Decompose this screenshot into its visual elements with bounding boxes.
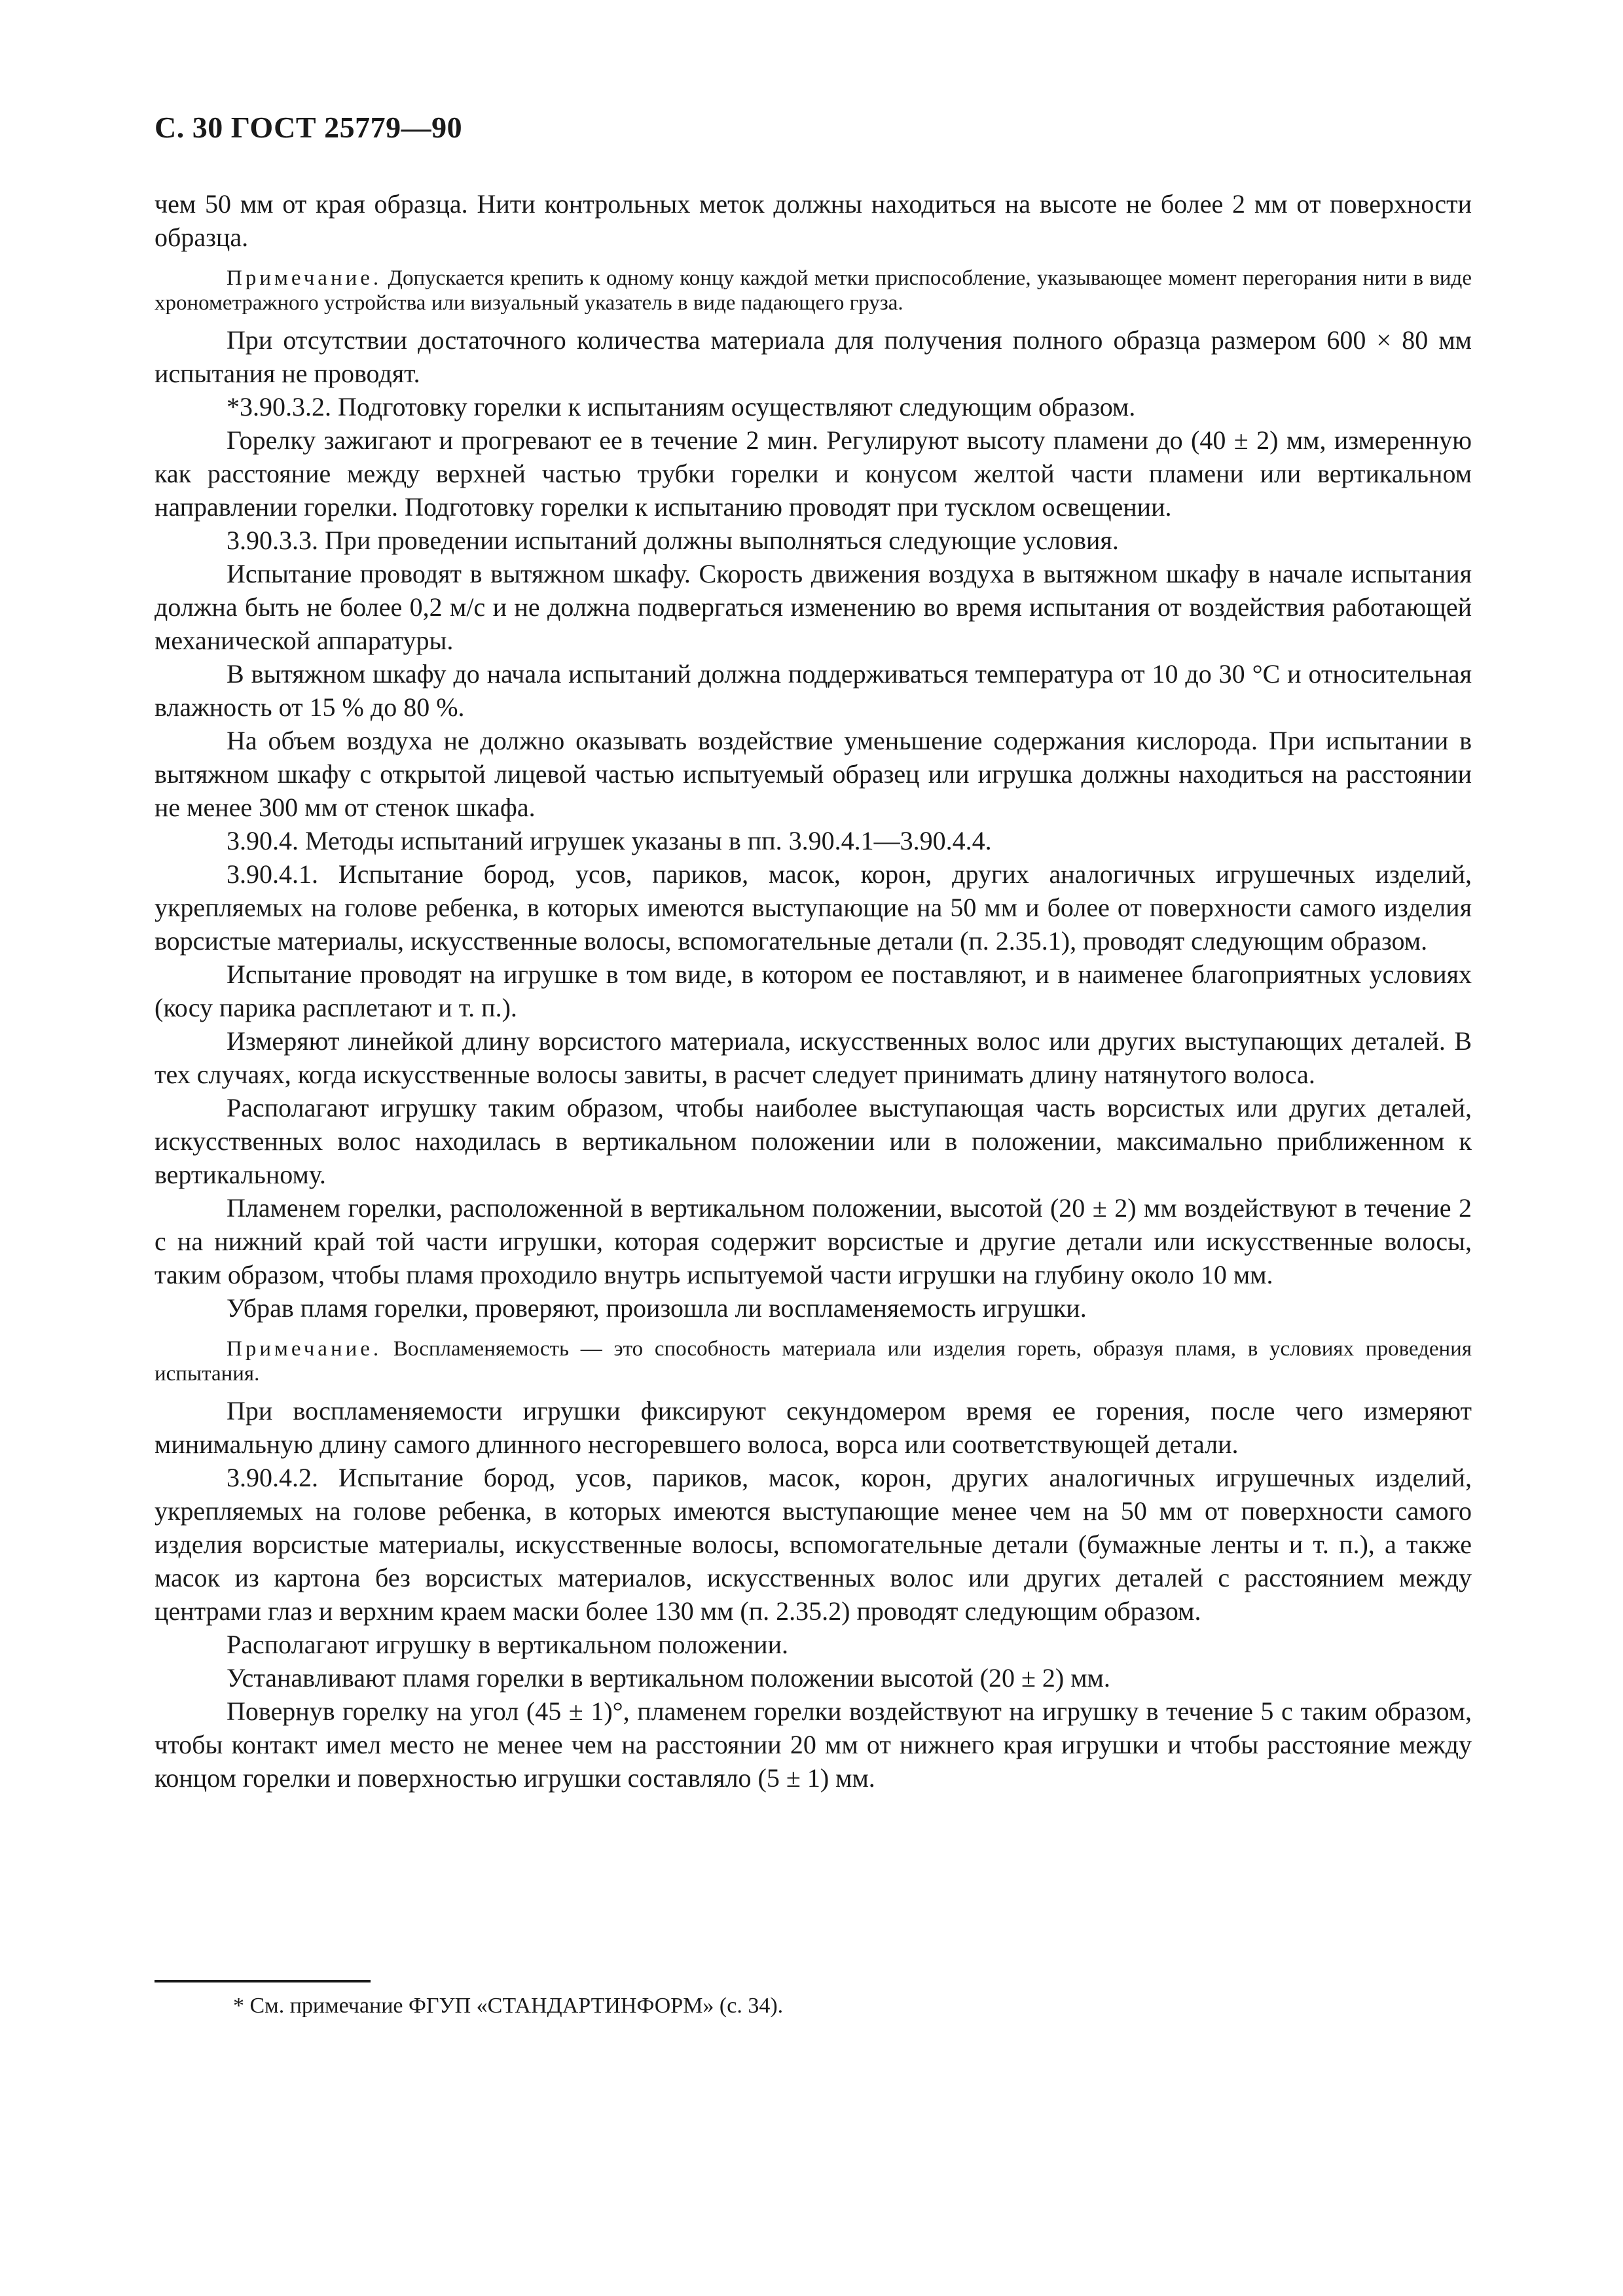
paragraph: 3.90.3.3. При проведении испытаний должны выполняться следующие условия. <box>227 526 1119 555</box>
paragraph: 3.90.4.1. Испытание бород, усов, париков, масок, корон, других аналогичных игрушечных изделий, укрепляемых на голове ребенка, в которых имеются выступающие на 50 мм и более от поверхности самого изделия ворсистые материалы, искусственные волосы, вспомогательные детали (п. 2.35.1), проводят следующим образом. <box>155 859 1472 956</box>
paragraph: При отсутствии достаточного количества материала для получения полного образца размером 600 × 80 мм испытания не проводят. <box>155 325 1472 388</box>
note-text: Воспламеняемость — это способность материала или изделия гореть, образуя пламя, в условиях проведения испытания. <box>155 1337 1472 1386</box>
paragraph: Повернув горелку на угол (45 ± 1)°, пламенем горелки воздействуют на игрушку в течение 5 с таким образом, чтобы контакт имел место не менее чем на расстоянии 20 мм от нижнего края игрушки и чтобы расстояние между концом горелки и поверхностью игрушки составляло (5 ± 1) мм. <box>155 1696 1472 1793</box>
paragraph: Располагают игрушку в вертикальном положении. <box>227 1630 788 1659</box>
paragraph: *3.90.3.2. Подготовку горелки к испытаниям осуществляют следующим образом. <box>227 392 1136 422</box>
paragraph: Располагают игрушку таким образом, чтобы наиболее выступающая часть ворсистых или других деталей, искусственных волос находилась в вертикальном положении или в положении, максимально приближенном к вертикальному. <box>155 1093 1472 1189</box>
paragraph: Испытание проводят на игрушке в том виде, в котором ее поставляют, и в наименее благоприятных условиях (косу парика расплетают и т. п.). <box>155 960 1472 1022</box>
paragraph: На объем воздуха не должно оказывать воздействие уменьшение содержания кислорода. При испытании в вытяжном шкафу с открытой лицевой частью испытуемый образец или игрушка должны находиться на расстоянии не менее 300 мм от стенок шкафа. <box>155 726 1472 822</box>
paragraph: Измеряют линейкой длину ворсистого материала, искусственных волос или других выступающих деталей. В тех случаях, когда искусственные волосы завиты, в расчет следует принимать длину натянутого волоса. <box>155 1026 1472 1089</box>
paragraph: чем 50 мм от края образца. Нити контрольных меток должны находиться на высоте не более 2 мм от поверхности образца. <box>155 189 1472 252</box>
note-label: Примечание. <box>227 1337 382 1361</box>
paragraph: 3.90.4. Методы испытаний игрушек указаны в пп. 3.90.4.1—3.90.4.4. <box>227 826 992 855</box>
note-label: Примечание. <box>227 266 382 290</box>
note <box>155 266 1472 315</box>
paragraph: Горелку зажигают и прогревают ее в течение 2 мин. Регулируют высоту пламени до (40 ± 2) мм, измеренную как расстояние между верхней частью трубки горелки и конусом желтой части пламени или вертикальном направлении горелки. Подготовку горелки к испытанию проводят при тусклом освещении. <box>155 425 1472 522</box>
note-text: Допускается крепить к одному концу каждой метки приспособление, указывающее момент перегорания нити в виде хронометражного устройства или визуальный указатель в виде падающего груза. <box>155 266 1472 315</box>
paragraph: Устанавливают пламя горелки в вертикальном положении высотой (20 ± 2) мм. <box>227 1663 1110 1693</box>
document-body <box>155 187 1472 1795</box>
paragraph: Пламенем горелки, расположенной в вертикальном положении, высотой (20 ± 2) мм воздействуют в течение 2 с на нижний край той части игрушки, которая содержит ворсистые и другие детали или искусственные волосы, таким образом, чтобы пламя проходило внутрь испытуемой части игрушки на глубину около 10 мм. <box>155 1193 1472 1289</box>
footnote-divider <box>155 1980 371 1982</box>
paragraph: Убрав пламя горелки, проверяют, произошла ли воспламеняемость игрушки. <box>227 1293 1087 1323</box>
paragraph: В вытяжном шкафу до начала испытаний должна поддерживаться температура от 10 до 30 °С и относительная влажность от 15 % до 80 %. <box>155 659 1472 722</box>
page-header: С. 30 ГОСТ 25779—90 <box>155 111 463 144</box>
note <box>155 1336 1472 1386</box>
paragraph: 3.90.4.2. Испытание бород, усов, париков, масок, корон, других аналогичных игрушечных изделий, укрепляемых на голове ребенка, в которых имеются выступающие менее чем на 50 мм от поверхности самого изделия ворсистые материалы, искусственные волосы, вспомогательные детали (бумажные ленты и т. п.), а также масок из картона без ворсистых материалов, искусственных волос или других деталей с расстоянием между центрами глаз и верхним краем маски более 130 мм (п. 2.35.2) проводят следующим образом. <box>155 1463 1472 1626</box>
paragraph: При воспламеняемости игрушки фиксируют секундомером время ее горения, после чего измеряют минимальную длину самого длинного несгоревшего волоса, ворса или соответствующей детали. <box>155 1396 1472 1459</box>
paragraph: Испытание проводят в вытяжном шкафу. Скорость движения воздуха в вытяжном шкафу в начале испытания должна быть не более 0,2 м/с и не должна подвергаться изменению во время испытания от воздействия работающей механической аппаратуры. <box>155 559 1472 655</box>
footnote: * См. примечание ФГУП «СТАНДАРТИНФОРМ» (с. 34). <box>233 1994 784 2018</box>
